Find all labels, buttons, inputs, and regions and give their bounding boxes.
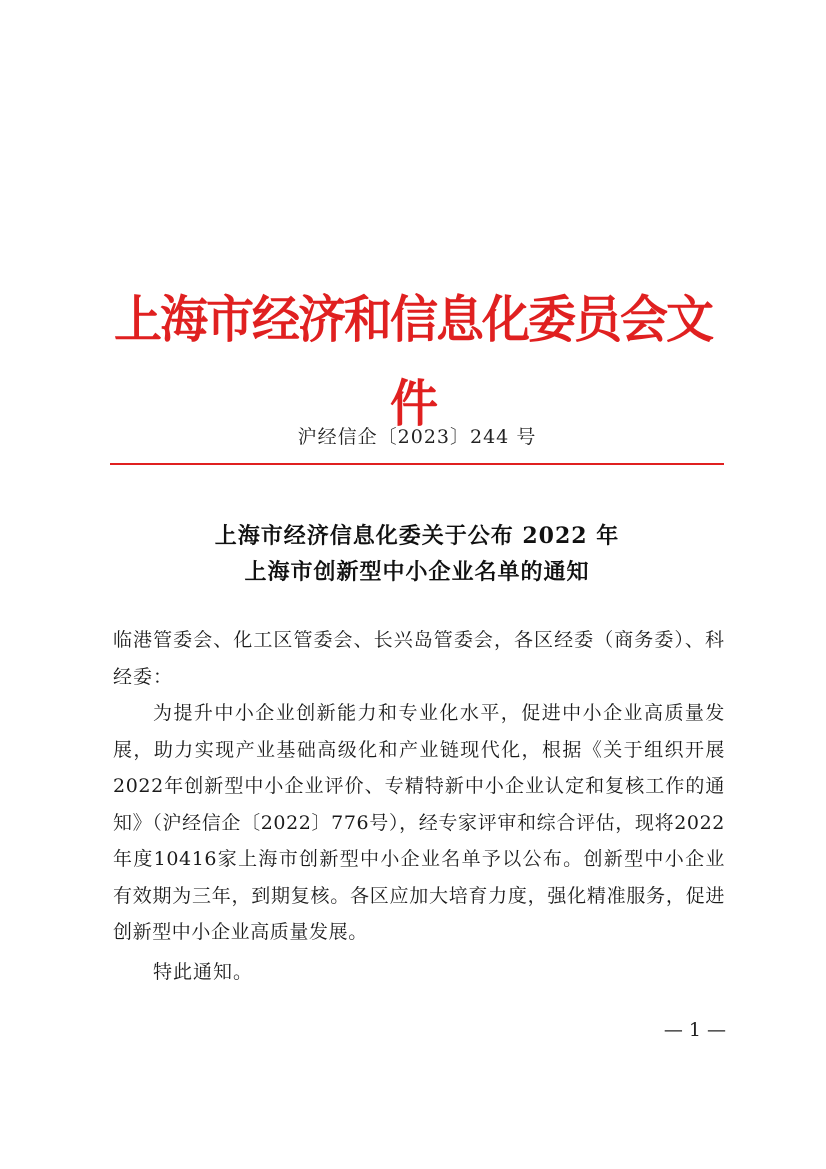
notice-body — [113, 622, 725, 990]
closing-line: 特此通知。 — [153, 960, 254, 983]
page-number: — 1 — — [663, 1019, 726, 1041]
document-number: 沪经信企〔2023〕244 号 — [297, 426, 537, 448]
notice-title-line-1: 上海市经济信息化委关于公布 2022 年 — [214, 523, 620, 549]
issuer-header-title: 上海市经济和信息化委员会文件 — [113, 290, 712, 434]
body-paragraph: 为提升中小企业创新能力和专业化水平，促进中小企业高质量发展，助力实现产业基础高级化和产业链现代化，根据《关于组织开展2022年创新型中小企业评价、专精特新中小企业认定和复核工作的通知》（沪经信企〔2022〕776号），经专家评审和综合评估，现将2022年度10416家上海市创新型中小企业名单予以公布。创新型中小企业有效期为三年，到期复核。各区应加大培育力度，强化精准服务，促进创新型中小企业高质量发展。 — [113, 702, 725, 943]
notice-title — [110, 518, 724, 590]
red-divider-line — [110, 463, 724, 465]
notice-title-line-2: 上海市创新型中小企业名单的通知 — [244, 559, 590, 585]
addressee: 临港管委会、化工区管委会、长兴岛管委会，各区经委（商务委）、科经委： — [113, 629, 725, 688]
